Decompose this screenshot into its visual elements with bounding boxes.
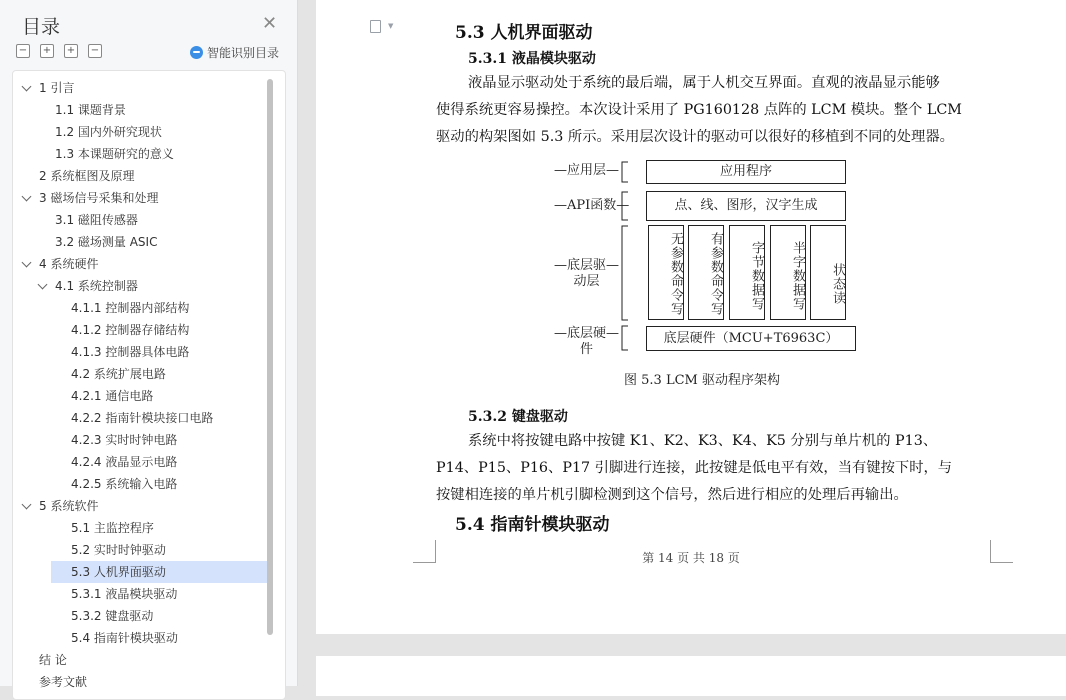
driver-col: 有参数命令写 bbox=[688, 225, 724, 320]
toc-item-label: 5.2 实时时钟驱动 bbox=[71, 543, 166, 557]
remove-item-icon[interactable]: − bbox=[88, 44, 102, 58]
toc-item-label: 参考文献 bbox=[39, 675, 88, 689]
toc-item[interactable] bbox=[13, 297, 263, 319]
expand-all-icon[interactable]: + bbox=[40, 44, 54, 58]
toc-item[interactable] bbox=[13, 517, 263, 539]
toc-item-label: 4.2 系统扩展电路 bbox=[71, 367, 166, 381]
toc-item-label: 4.2.5 系统输入电路 bbox=[71, 477, 178, 491]
layer-label-app: —应用层— bbox=[554, 163, 620, 178]
toc-item[interactable] bbox=[13, 143, 263, 165]
toc-item-label: 结 论 bbox=[39, 653, 67, 667]
layer-label-api: —API函数— bbox=[554, 198, 630, 213]
page-footer: 第 14 页 共 18 页 bbox=[642, 551, 740, 565]
paragraph-line: 驱动的构架图如 5.3 所示。采用层次设计的驱动可以很好的移植到不同的处理器。 bbox=[436, 129, 954, 145]
toc-item-label: 3.2 磁场测量 ASIC bbox=[55, 235, 158, 249]
toc-item[interactable] bbox=[13, 319, 263, 341]
chevron-down-icon[interactable] bbox=[22, 192, 32, 202]
toc-item[interactable] bbox=[13, 231, 263, 253]
layer-label-driver: —底层驱— 动层 bbox=[554, 258, 620, 289]
toc-item-label: 2 系统框图及原理 bbox=[39, 169, 135, 183]
toc-item[interactable] bbox=[13, 275, 263, 297]
toc-item[interactable] bbox=[13, 539, 263, 561]
toc-item-label: 4.1.3 控制器具体电路 bbox=[71, 345, 190, 359]
toc-item[interactable] bbox=[13, 495, 263, 517]
heading-5-3: 5.3 人机界面驱动 bbox=[455, 23, 593, 43]
chevron-down-icon[interactable]: ▼ bbox=[388, 22, 394, 30]
heading-5-3-1: 5.3.1 液晶模块驱动 bbox=[468, 51, 596, 67]
toc-item[interactable] bbox=[13, 187, 263, 209]
heading-5-4: 5.4 指南针模块驱动 bbox=[455, 515, 610, 535]
toc-item[interactable] bbox=[13, 341, 263, 363]
toc-item[interactable] bbox=[13, 209, 263, 231]
paragraph-line: 液晶显示驱动处于系统的最后端，属于人机交互界面。直观的液晶显示能够 bbox=[468, 75, 940, 91]
chevron-down-icon[interactable] bbox=[38, 280, 48, 290]
toc-scrollbar[interactable] bbox=[267, 79, 273, 635]
ai-icon bbox=[190, 46, 203, 59]
heading-5-3-2: 5.3.2 键盘驱动 bbox=[468, 409, 568, 425]
paragraph-line: 系统中将按键电路中按键 K1、K2、K3、K4、K5 分别与单片机的 P13、 bbox=[468, 433, 938, 449]
toc-item[interactable] bbox=[13, 451, 263, 473]
toc-item-label: 5.3 人机界面驱动 bbox=[71, 565, 166, 579]
figure-caption: 图 5.3 LCM 驱动程序架构 bbox=[624, 373, 780, 388]
add-item-icon[interactable]: + bbox=[64, 44, 78, 58]
toc-item[interactable] bbox=[13, 407, 263, 429]
toc-item-label: 1 引言 bbox=[39, 81, 75, 95]
driver-col: 半字数据写 bbox=[770, 225, 806, 320]
paragraph-line: 使得系统更容易操控。本次设计采用了 PG160128 点阵的 LCM 模块。整个 LCM bbox=[436, 102, 962, 118]
toc-item[interactable] bbox=[13, 473, 263, 495]
toc-item[interactable] bbox=[13, 649, 263, 671]
toc-item[interactable] bbox=[13, 385, 263, 407]
document-page bbox=[316, 0, 1066, 634]
toc-item[interactable] bbox=[13, 627, 263, 649]
toc-item-label: 1.3 本课题研究的意义 bbox=[55, 147, 174, 161]
chevron-down-icon[interactable] bbox=[22, 500, 32, 510]
smart-toc-label: 智能识别目录 bbox=[207, 46, 280, 60]
driver-col: 状态读 bbox=[810, 225, 846, 320]
toc-item[interactable] bbox=[13, 583, 263, 605]
toc-item[interactable] bbox=[13, 429, 263, 451]
toc-item-label: 5.1 主监控程序 bbox=[71, 521, 154, 535]
layer-label-hardware: —底层硬— 件 bbox=[554, 326, 620, 357]
app-box: 应用程序 bbox=[646, 160, 846, 184]
toc-item-label: 5 系统软件 bbox=[39, 499, 99, 513]
toc-item[interactable] bbox=[13, 165, 263, 187]
api-box: 点、线、图形，汉字生成 bbox=[646, 191, 846, 221]
document-icon[interactable] bbox=[370, 20, 381, 33]
toc-item-label: 4.2.1 通信电路 bbox=[71, 389, 154, 403]
toc-item-label: 4.1.2 控制器存储结构 bbox=[71, 323, 190, 337]
toc-item[interactable] bbox=[13, 671, 263, 693]
toc-item-label: 4.2.2 指南针模块接口电路 bbox=[71, 411, 214, 425]
paragraph-line: 按键相连接的单片机引脚检测到这个信号，然后进行相应的处理后再输出。 bbox=[436, 487, 908, 503]
toc-item-label: 3 磁场信号采集和处理 bbox=[39, 191, 159, 205]
toc-item-label: 4.2.3 实时时钟电路 bbox=[71, 433, 178, 447]
sidebar-title: 目录 bbox=[22, 16, 61, 38]
toc-item-label: 3.1 磁阻传感器 bbox=[55, 213, 138, 227]
chevron-down-icon[interactable] bbox=[22, 82, 32, 92]
toc-item[interactable] bbox=[51, 561, 267, 583]
toc-item-label: 1.1 课题背景 bbox=[55, 103, 126, 117]
toc-item-label: 5.3.1 液晶模块驱动 bbox=[71, 587, 178, 601]
toc-item-label: 4.1.1 控制器内部结构 bbox=[71, 301, 190, 315]
smart-toc-button[interactable] bbox=[190, 44, 279, 61]
toc-item-label: 5.3.2 键盘驱动 bbox=[71, 609, 154, 623]
toc-item-label: 5.4 指南针模块驱动 bbox=[71, 631, 178, 645]
toc-item-label: 4.2.4 液晶显示电路 bbox=[71, 455, 178, 469]
toc-item[interactable] bbox=[13, 605, 263, 627]
driver-col: 字节数据写 bbox=[729, 225, 765, 320]
close-icon[interactable]: ✕ bbox=[262, 13, 278, 34]
document-view bbox=[316, 0, 1066, 686]
toc-item-label: 1.2 国内外研究现状 bbox=[55, 125, 162, 139]
chevron-down-icon[interactable] bbox=[22, 258, 32, 268]
toc-item[interactable] bbox=[13, 253, 263, 275]
toc-item[interactable] bbox=[13, 363, 263, 385]
toc-item-label: 4 系统硬件 bbox=[39, 257, 99, 271]
toc-item[interactable] bbox=[13, 77, 263, 99]
next-page bbox=[316, 656, 1066, 696]
collapse-all-icon[interactable]: − bbox=[16, 44, 30, 58]
paragraph-line: P14、P15、P16、P17 引脚进行连接，此按键是低电平有效，当有键按下时，与 bbox=[436, 460, 953, 476]
toc-list bbox=[12, 70, 286, 700]
toc-sidebar bbox=[0, 0, 298, 689]
diagram-brackets bbox=[616, 160, 646, 355]
driver-col: 无参数命令写 bbox=[648, 225, 684, 320]
hardware-box: 底层硬件（MCU+T6963C） bbox=[646, 326, 856, 351]
toc-item-label: 4.1 系统控制器 bbox=[55, 279, 138, 293]
toc-item[interactable] bbox=[13, 121, 263, 143]
toc-item[interactable] bbox=[13, 99, 263, 121]
